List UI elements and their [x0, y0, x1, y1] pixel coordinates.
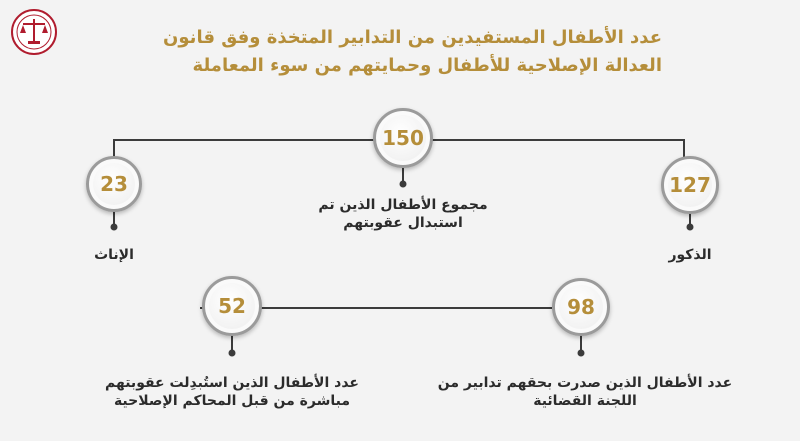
- males-value: 127: [669, 173, 711, 197]
- total-label-line-2: استبدال عقوبتهم: [343, 215, 463, 231]
- males-value-circle: [661, 156, 719, 214]
- females-value: 23: [100, 172, 128, 196]
- males-label: [650, 246, 730, 264]
- title-line-2: العدالة الإصلاحية للأطفال وحمايتهم من سوء المعاملة: [192, 55, 662, 76]
- females-label-text: الإناث: [94, 247, 134, 263]
- males-label-text: الذكور: [668, 247, 712, 263]
- females-value-circle: [86, 156, 142, 212]
- committee-value: 98: [567, 295, 595, 319]
- committee-label-line-2: اللجنة القضائية: [533, 393, 637, 409]
- females-label: [74, 246, 154, 264]
- court-value-circle: [202, 276, 262, 336]
- court-value: 52: [218, 294, 246, 318]
- committee-value-circle: [552, 278, 610, 336]
- title-line-1: عدد الأطفال المستفيدين من التدابير المتخذة وفق قانون: [163, 27, 662, 48]
- court-label: [82, 374, 382, 410]
- court-label-line-1: عدد الأطفال الذين استُبدِلت عقوبتهم: [105, 375, 359, 391]
- total-value-circle: [373, 108, 433, 168]
- total-value: 150: [382, 126, 424, 150]
- total-label: [303, 196, 503, 232]
- committee-label-line-1: عدد الأطفال الذين صدرت بحقهم تدابير من: [437, 375, 733, 391]
- total-label-line-1: مجموع الأطفال الذين تم: [318, 197, 488, 213]
- committee-label: [425, 374, 745, 410]
- court-label-line-2: مباشرة من قبل المحاكم الإصلاحية: [113, 393, 351, 409]
